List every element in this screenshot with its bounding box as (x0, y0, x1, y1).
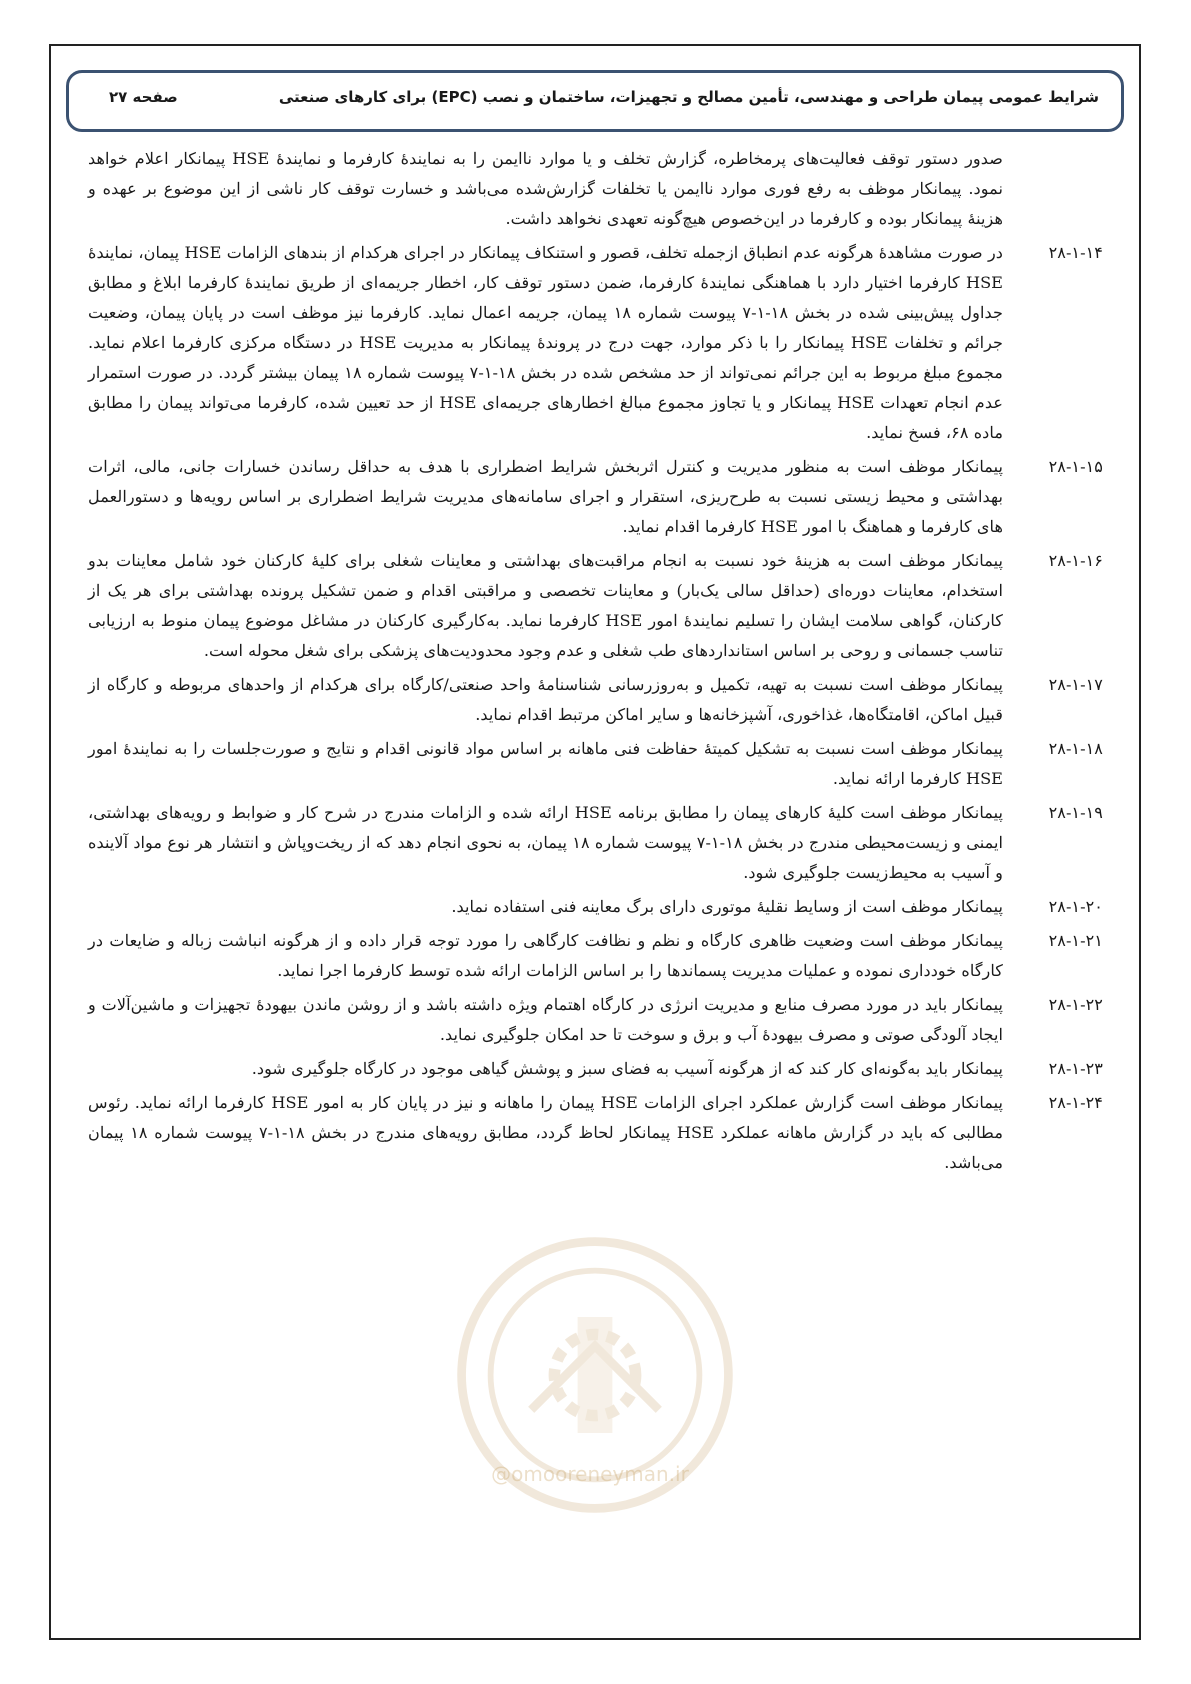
clause-paragraph (88, 144, 1103, 234)
clause-text: پیمانکار موظف است به هزینهٔ خود نسبت به انجام مراقبت‌های بهداشتی و معاینات شغلی برای کلیهٔ کارکنان خود شامل معاینات بدو استخدام، معاینات دوره‌ای (حداقل سالی یک‌بار) و معاینات تخصصی و مراقبتی اقدام و ضمن تشکیل پرونده بهداشتی برای هر یک از کارکنان، گواهی سلامت ایشان را تسلیم نمایندهٔ امور HSE کارفرما نماید. به‌کارگیری کارکنان در مشاغل موضوع پیمان منوط به ارزیابی تناسب جسمانی و روحی بر اساس استانداردهای طب شغلی و عدم وجود محدودیت‌های پزشکی برای شغل محوله است. (88, 551, 1003, 660)
clause-paragraph (88, 1088, 1103, 1178)
clause-paragraph (88, 452, 1103, 542)
clause-number: ۲۸-۱-۱۴ (1048, 243, 1103, 262)
clause-number: ۲۸-۱-۲۳ (1048, 1059, 1103, 1078)
clause-number: ۲۸-۱-۲۰ (1048, 897, 1103, 916)
clause-text: پیمانکار باید در مورد مصرف منابع و مدیریت انرژی در کارگاه اهتمام ویژه داشته باشد و از روشن ماندن بیهودهٔ تجهیزات و ماشین‌آلات و ایجاد آلودگی صوتی و مصرف بیهودهٔ آب و برق و سوخت تا حد امکان جلوگیری نماید. (88, 995, 1003, 1044)
clause-text: صدور دستور توقف فعالیت‌های پرمخاطره، گزارش تخلف و یا موارد ناایمن را به نمایندهٔ کارفرما و نمایندهٔ HSE پیمانکار اعلام خواهد نمود. پیمانکار موظف به رفع فوری موارد ناایمن یا تخلفات گزارش‌شده می‌باشد و خسارت توقف کار ناشی از این موضوع بر عهده و هزینهٔ پیمانکار بوده و کارفرما در این‌خصوص هیچ‌گونه تعهدی نخواهد داشت. (88, 149, 1003, 228)
page-header (66, 70, 1124, 132)
clause-text: پیمانکار موظف است وضعیت ظاهری کارگاه و نظم و نظافت کارگاهی را مورد توجه قرار داده و از هرگونه انباشت زباله و ضایعات در کارگاه خودداری نموده و عملیات مدیریت پسماندها را بر اساس الزامات ارائه شده توسط کارفرما اجرا نماید. (88, 931, 1003, 980)
clause-text: پیمانکار موظف است گزارش عملکرد اجرای الزامات HSE پیمان را ماهانه و نیز در پایان کار به امور HSE کارفرما ارائه نماید. رئوس مطالبی که باید در گزارش ماهانه عملکرد HSE پیمانکار لحاظ گردد، مطابق رویه‌های مندرج در بخش ۱۸-۱-۷ پیوست شماره ۱۸ پیمان می‌باشد. (88, 1093, 1004, 1172)
document-title: شرایط عمومی پیمان طراحی و مهندسی، تأمین مصالح و تجهیزات، ساختمان و نصب (EPC) برای کارهای صنعتی (278, 88, 1099, 106)
clause-paragraph (88, 990, 1103, 1050)
clause-paragraph (88, 798, 1103, 888)
clause-text: پیمانکار موظف است از وسایط نقلیهٔ موتوری دارای برگ معاینه فنی استفاده نماید. (451, 897, 1003, 916)
clause-number: ۲۸-۱-۱۸ (1048, 739, 1103, 758)
clause-number: ۲۸-۱-۲۲ (1048, 995, 1103, 1014)
clause-number: ۲۸-۱-۲۱ (1048, 931, 1103, 950)
clause-paragraph (88, 734, 1103, 794)
clause-text: پیمانکار باید به‌گونه‌ای کار کند که از هرگونه آسیب به فضای سبز و پوشش گیاهی موجود در کارگاه جلوگیری شود. (251, 1059, 1003, 1078)
clause-text: پیمانکار موظف است نسبت به تهیه، تکمیل و به‌روزرسانی شناسنامهٔ واحد صنعتی/کارگاه برای هرکدام از واحدهای مربوطه و کارگاه از قبیل اماکن، اقامتگاه‌ها، غذاخوری، آشپزخانه‌ها و سایر اماکن مرتبط اقدام نماید. (88, 675, 1003, 724)
clause-paragraph (88, 926, 1103, 986)
watermark-text: @omooreneyman.ir (491, 1462, 689, 1486)
clause-text: پیمانکار موظف است کلیهٔ کارهای پیمان را مطابق برنامه HSE ارائه شده و الزامات مندرج در شرح کار و ضوابط و رویه‌های بهداشتی، ایمنی و زیست‌محیطی مندرج در بخش ۱۸-۱-۷ پیوست شماره ۱۸ پیمان، به نحوی انجام دهد که از ریخت‌وپاش و انتشار هر نوع مواد آلاینده و آسیب به محیط‌زیست جلوگیری شود. (88, 803, 1003, 882)
clause-text: پیمانکار موظف است به منظور مدیریت و کنترل اثربخش شرایط اضطراری با هدف به حداقل رساندن خسارات جانی، مالی، اثرات بهداشتی و محیط زیستی نسبت به طرح‌ریزی، استقرار و اجرای سامانه‌های مدیریت شرایط اضطراری بر اساس رویه‌ها و دستورالعمل های کارفرما و هماهنگ با امور HSE کارفرما اقدام نماید. (88, 457, 1003, 536)
clause-paragraph (88, 546, 1103, 666)
clause-number: ۲۸-۱-۱۹ (1048, 803, 1103, 822)
page-number: صفحه ۲۷ (109, 88, 178, 106)
clause-paragraph (88, 892, 1103, 922)
clause-number: ۲۸-۱-۲۴ (1048, 1093, 1103, 1112)
document-body (88, 144, 1103, 1182)
clause-number: ۲۸-۱-۱۵ (1048, 457, 1103, 476)
clause-number: ۲۸-۱-۱۶ (1048, 551, 1103, 570)
clause-text: در صورت مشاهدهٔ هرگونه عدم انطباق ازجمله تخلف، قصور و استنکاف پیمانکار در اجرای هرکدام از بندهای الزامات HSE پیمان، نمایندهٔ HSE کارفرما اختیار دارد با هماهنگی نمایندهٔ کارفرما، ضمن دستور توقف کار، اخطار جریمه‌ای از طریق نمایندهٔ کارفرما ابلاغ و مطابق جداول پیش‌بینی شده در بخش ۱۸-۱-۷ پیوست شماره ۱۸ پیمان، جریمه اعمال نماید. کارفرما نیز موظف است در پایان پیمان، وضعیت جرائم و تخلفات HSE پیمانکار را با ذکر موارد، جهت درج در پروندهٔ پیمانکار به مدیریت HSE در دستگاه مرکزی کارفرما اعلام نماید. مجموع مبلغ مربوط به این جرائم نمی‌تواند از حد مشخص شده در بخش ۱۸-۱-۷ پیوست شماره ۱۸ پیمان بیشتر گردد. در صورت استمرار عدم انجام تعهدات HSE پیمانکار و یا تجاوز مجموع مبالغ اخطارهای جریمه‌ای HSE از حد تعیین شده، کارفرما می‌تواند پیمان را مطابق ماده ۶۸، فسخ نماید. (88, 243, 1004, 442)
clause-paragraph (88, 1054, 1103, 1084)
clause-text: پیمانکار موظف است نسبت به تشکیل کمیتهٔ حفاظت فنی ماهانه بر اساس مواد قانونی اقدام و نتایج و صورت‌جلسات را به نمایندهٔ امور HSE کارفرما ارائه نماید. (88, 739, 1003, 788)
clause-paragraph (88, 238, 1103, 448)
clause-number: ۲۸-۱-۱۷ (1048, 675, 1103, 694)
clause-paragraph (88, 670, 1103, 730)
